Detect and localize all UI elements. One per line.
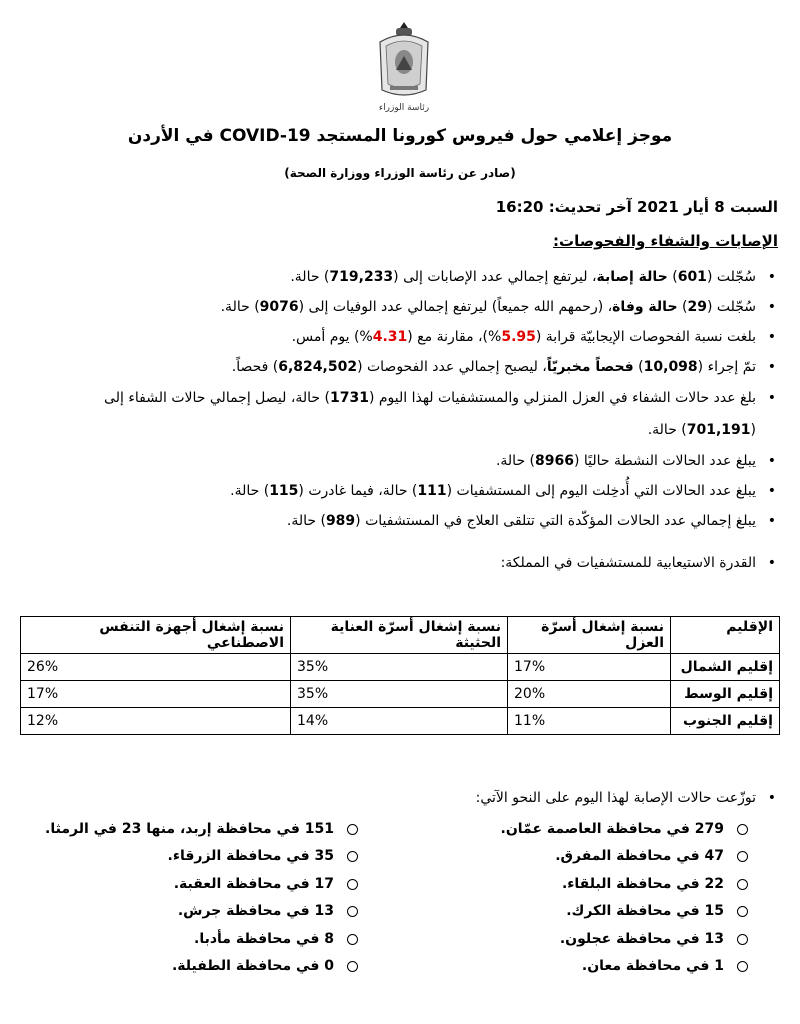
table-row (21, 654, 780, 681)
circle-bullet-icon (737, 934, 748, 945)
table-cell: 35% (291, 654, 508, 681)
list-item (430, 843, 750, 870)
circle-bullet-icon (737, 851, 748, 862)
new-cases-value: 601 (677, 269, 707, 285)
circle-bullet-icon (737, 824, 748, 835)
table-cell: 17% (508, 654, 671, 681)
list-item (25, 506, 780, 536)
list-item (20, 926, 360, 953)
circle-bullet-icon (347, 824, 358, 835)
list-item (430, 816, 750, 843)
positivity-yesterday-value: 4.31 (372, 329, 408, 345)
text: 22 في محافظة البلقاء. (561, 875, 724, 892)
text: تمّ إجراء ( (697, 359, 756, 375)
text: 13 في محافظة عجلون. (559, 930, 724, 947)
text: بلغ عدد حالات الشفاء في العزل المنزلي والمستشفيات لهذا اليوم ( (368, 390, 756, 406)
text: 13 في محافظة جرش. (177, 903, 334, 920)
text: 151 في محافظة إربد، منها 23 في الرمثا. (45, 821, 334, 837)
page-title: موجز إعلامي حول فيروس كورونا المستجد COVID-19 في الأردن (127, 126, 673, 146)
text: سُجّلت ( (706, 269, 756, 285)
table-cell: إقليم الجنوب (671, 708, 780, 735)
total-deaths-value: 9076 (259, 299, 299, 315)
table-cell: 35% (291, 681, 508, 708)
text: ) حالة. (230, 483, 270, 499)
text: ) حالة. (286, 513, 326, 529)
text: يبلغ إجمالي عدد الحالات المؤكّدة التي تتلقى العلاج في المستشفيات ( (355, 513, 756, 529)
text: ) حالة. (220, 299, 260, 315)
list-item (430, 871, 750, 898)
section-heading: الإصابات والشفاء والفحوصات: (553, 232, 778, 250)
text: 35 في محافظة الزرقاء. (167, 848, 334, 865)
total-cases-value: 719,233 (329, 269, 394, 285)
update-dateline: السبت 8 أيار 2021 آخر تحديث: 16:20 (495, 198, 778, 216)
list-item (25, 292, 780, 322)
table-cell: 20% (508, 681, 671, 708)
list-item (25, 352, 780, 382)
discharges-value: 115 (269, 483, 299, 499)
list-item (430, 953, 750, 980)
text: ، ليصبح إجمالي عدد الفحوصات ( (357, 359, 547, 375)
text: %) يوم أمس. (291, 329, 373, 345)
table-cell: 14% (291, 708, 508, 735)
coat-of-arms-icon (374, 20, 434, 116)
text: 1 في محافظة معان. (581, 957, 724, 974)
list-item (25, 446, 780, 476)
list-item (20, 816, 360, 843)
table-cell: 12% (21, 708, 291, 735)
tests-total-value: 6,824,502 (278, 359, 358, 375)
governorate-column-right (430, 816, 750, 980)
page-subtitle: (صادر عن رئاسة الوزراء ووزارة الصحة) (284, 166, 516, 180)
text: ، (رحمهم الله جميعاً) ليرتفع إجمالي عدد الوفيات إلى ( (298, 299, 613, 315)
table-cell: 26% (21, 654, 291, 681)
table-cell: إقليم الوسط (671, 681, 780, 708)
admissions-value: 111 (417, 483, 447, 499)
circle-bullet-icon (737, 906, 748, 917)
list-item (20, 953, 360, 980)
circle-bullet-icon (347, 906, 358, 917)
emblem-caption: رئاسة الوزراء (378, 103, 430, 113)
active-cases-value: 8966 (535, 453, 574, 469)
column-header: الإقليم (671, 617, 780, 654)
text: سُجّلت ( (706, 299, 756, 315)
column-header: نسبة إشغال أجهزة التنفس الاصطناعي (21, 617, 291, 654)
table-row (21, 681, 780, 708)
circle-bullet-icon (347, 934, 358, 945)
list-item (430, 926, 750, 953)
text: ) حالة، ليصل إجمالي حالات الشفاء إلى ( (104, 390, 756, 438)
text: ) فحصاً. (231, 359, 279, 375)
capacity-label: • القدرة الاستيعابية للمستشفيات في المملكة: (501, 555, 780, 571)
list-item (25, 476, 780, 506)
text: ، ليرتفع إجمالي عدد الإصابات إلى ( (393, 269, 597, 285)
list-item (430, 898, 750, 925)
recoveries-today-value: 1731 (329, 390, 369, 406)
text: 15 في محافظة الكرك. (566, 903, 724, 920)
text: ) (667, 269, 678, 285)
text: يبلغ عدد الحالات النشطة حاليًا ( (573, 453, 756, 469)
circle-bullet-icon (347, 961, 358, 972)
text: ) حالة. (495, 453, 536, 469)
text: 8 في محافظة مأدبا. (194, 930, 334, 947)
text: 0 في محافظة الطفيلة. (171, 957, 334, 974)
text: ) (633, 359, 644, 375)
hospitalized-value: 989 (325, 513, 356, 529)
table-header-row (21, 617, 780, 654)
list-item (25, 382, 780, 446)
text: 279 في محافظة العاصمة عمّان. (500, 821, 724, 837)
circle-bullet-icon (737, 961, 748, 972)
list-item (20, 898, 360, 925)
list-item (20, 871, 360, 898)
table-cell: 17% (21, 681, 291, 708)
distribution-label: • توزّعت حالات الإصابة لهذا اليوم على النحو الآتي: (476, 790, 780, 806)
stats-list (25, 262, 780, 536)
list-item (25, 262, 780, 292)
text: 47 في محافظة المفرق. (555, 848, 724, 865)
text: ) حالة. (647, 422, 687, 438)
list-item (25, 322, 780, 352)
text: حالة إصابة (596, 269, 668, 285)
text: فحصاً مخبريّاً (546, 359, 634, 375)
recoveries-total-value: 701,191 (686, 422, 751, 438)
table-cell: 11% (508, 708, 671, 735)
text: بلغت نسبة الفحوصات الإيجابيّة قرابة ( (535, 329, 756, 345)
list-item (20, 843, 360, 870)
table-cell: إقليم الشمال (671, 654, 780, 681)
tests-today-value: 10,098 (643, 359, 698, 375)
positivity-today-value: 5.95 (501, 329, 536, 345)
circle-bullet-icon (347, 851, 358, 862)
text: %)، مقارنة مع ( (407, 329, 502, 345)
text: 17 في محافظة العقبة. (173, 875, 334, 892)
text: يبلغ عدد الحالات التي أُدخِلت اليوم إلى المستشفيات ( (446, 483, 756, 499)
new-deaths-value: 29 (687, 299, 707, 315)
text: ) حالة. (290, 269, 330, 285)
column-header: نسبة إشغال أسرّة العزل (508, 617, 671, 654)
governorate-column-left (20, 816, 360, 980)
text: حالة وفاة (612, 299, 678, 315)
text: ) (677, 299, 688, 315)
circle-bullet-icon (737, 879, 748, 890)
table-row (21, 708, 780, 735)
capacity-table (20, 616, 780, 735)
column-header: نسبة إشغال أسرّة العناية الحثيثة (291, 617, 508, 654)
text: ) حالة، فيما غادرت ( (298, 483, 418, 499)
circle-bullet-icon (347, 879, 358, 890)
